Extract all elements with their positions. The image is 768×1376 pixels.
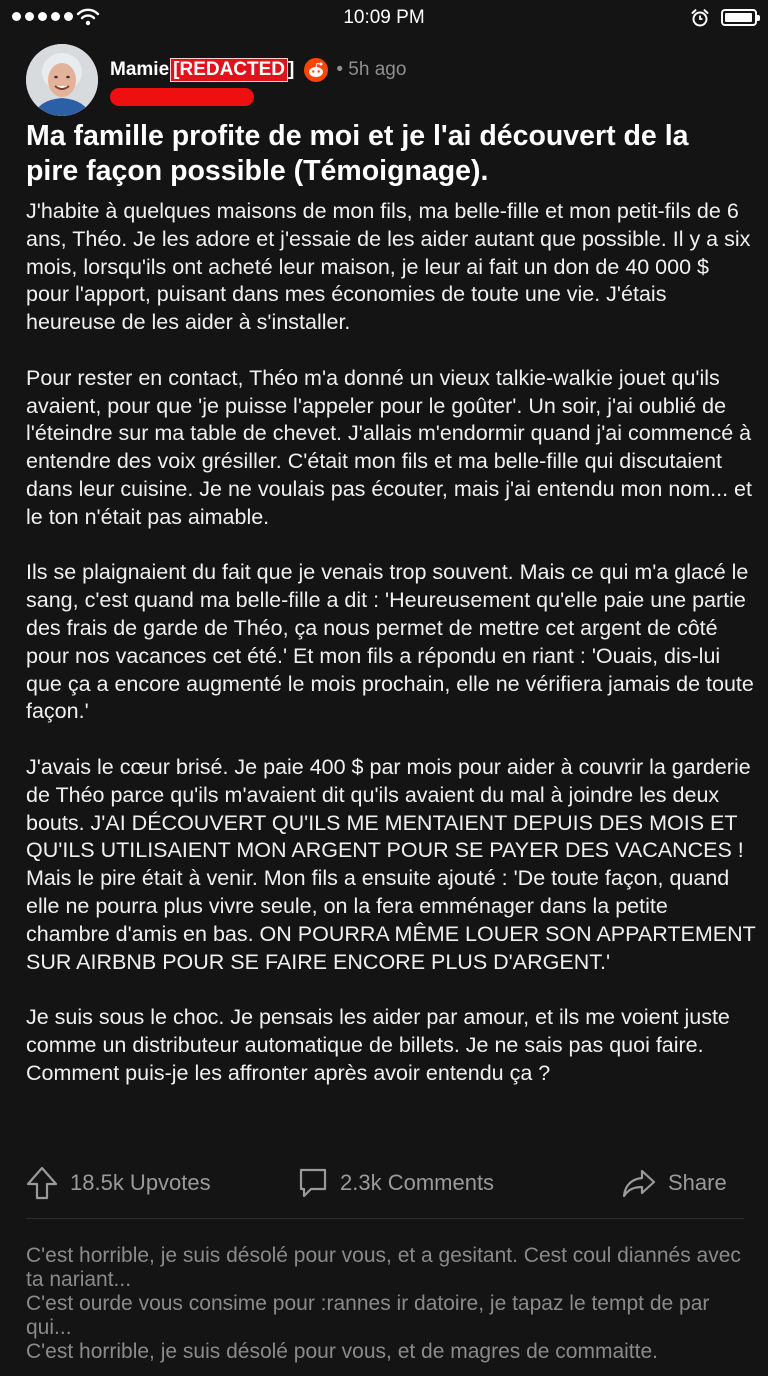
comment-text[interactable]: C'est horrible, je suis désolé pour vous, et a gesitant. Cest coul diannés avec ta nariant... — [26, 1244, 741, 1291]
upvote-arrow-icon — [26, 1166, 58, 1200]
share-label: Share — [668, 1170, 727, 1195]
divider — [26, 1218, 744, 1219]
post-paragraph: Mais le pire était à venir. Mon fils a ensuite ajouté : 'De toute façon, quand elle ne pourra plus vivre seule, on la fera emménager dans la petite chambre d'amis en bas. ON POURRA MÊME LOUER SON APPARTEMENT SUR AIRBNB POUR SE FAIRE ENCORE PLUS D'ARGENT.' — [26, 866, 756, 974]
comments-preview — [26, 1244, 756, 1364]
post-actions — [0, 1162, 768, 1204]
post-paragraph: Ils se plaignaient du fait que je venais trop souvent. Mais ce qui m'a glacé le sang, c'est quand ma belle-fille a dit : 'Heureusement qu'elle paie une partie des frais de garde de Théo, ça nous permet de mettre cet argent de côté pour nos vacances cet été.' Et mon fils a répondu en riant : 'Ouais, dis-lui que ça a encore augmenté le mois prochain, elle ne vérifiera jamais de toute façon.' — [26, 560, 754, 724]
status-bar — [0, 0, 768, 36]
post-paragraph: J'avais le cœur brisé. Je paie 400 $ par mois pour aider à couvrir la garderie de Théo parce qu'ils m'avaient dit qu'ils avaient du mal à joindre les deux bouts. J'AI DÉCOUVERT QU'ILS ME MENTAIENT DEPUIS DES MOIS ET QU'ILS UTILISAIENT MON ARGENT POUR SE PAYER DES VACANCES ! — [26, 754, 751, 863]
redaction-bar — [110, 88, 254, 106]
upvote-button[interactable] — [26, 1162, 211, 1204]
battery-icon — [721, 9, 757, 26]
post-timestamp: • 5h ago — [336, 59, 407, 80]
post-paragraph: Pour rester en contact, Théo m'a donné un vieux talkie-walkie jouet qu'ils avaient, pour que 'je puisse l'appeler pour le goûter'. Un soir, j'ai oublié de l'éteindre sur ma table de chevet. J'allais m'endormir quand j'ai commencé à entendre des voix grésiller. C'était mon fils et ma belle-fille qui discutaient dans leur cuisine. Je ne voulais pas écouter, mais j'ai entendu mon nom... et le ton n'était pas aimable. — [26, 365, 752, 529]
share-button[interactable] — [622, 1162, 727, 1204]
post-paragraph: Je suis sous le choc. Je pensais les aider par amour, et ils me voient juste comme un distributeur automatique de billets. Je ne sais pas quoi faire. Comment puis-je les affronter après avoir entendu ça ? — [26, 1005, 730, 1085]
post-title: Ma famille profite de moi et je l'ai découvert de la pire façon possible (Témoignage). — [26, 120, 689, 187]
alarm-icon — [690, 8, 710, 28]
redacted-bracket: ] — [288, 59, 295, 80]
redacted-username-part: [REDACTED — [170, 58, 288, 82]
comment-count: 2.3k Comments — [340, 1170, 495, 1195]
comment-bubble-icon — [298, 1167, 328, 1199]
reddit-icon — [304, 58, 328, 82]
comment-text[interactable]: C'est ourde vous consime pour :rannes ir datoire, je tapaz le tempt de par qui... — [26, 1292, 710, 1339]
upvote-count: 18.5k Upvotes — [70, 1170, 211, 1195]
username[interactable]: Mamie — [110, 59, 170, 80]
comment-text[interactable]: C'est horrible, je suis désolé pour vous, et de magres de commaitte. — [26, 1340, 658, 1363]
share-arrow-icon — [622, 1168, 656, 1198]
status-time: 10:09 PM — [343, 7, 425, 28]
avatar[interactable] — [26, 44, 98, 116]
post-body — [26, 198, 756, 1115]
comments-button[interactable] — [298, 1162, 494, 1204]
post-author-row — [110, 56, 406, 84]
post-paragraph: J'habite à quelques maisons de mon fils, ma belle-fille et mon petit-fils de 6 ans, Théo. Je les adore et j'essaie de les aider autant que possible. Il y a six mois, lorsqu'ils ont acheté leur maison, je leur ai fait un don de 40 000 $ pour l'apport, puisant dans mes économies de toute une vie. J'étais heureuse de les aider à s'installer. — [26, 199, 751, 335]
